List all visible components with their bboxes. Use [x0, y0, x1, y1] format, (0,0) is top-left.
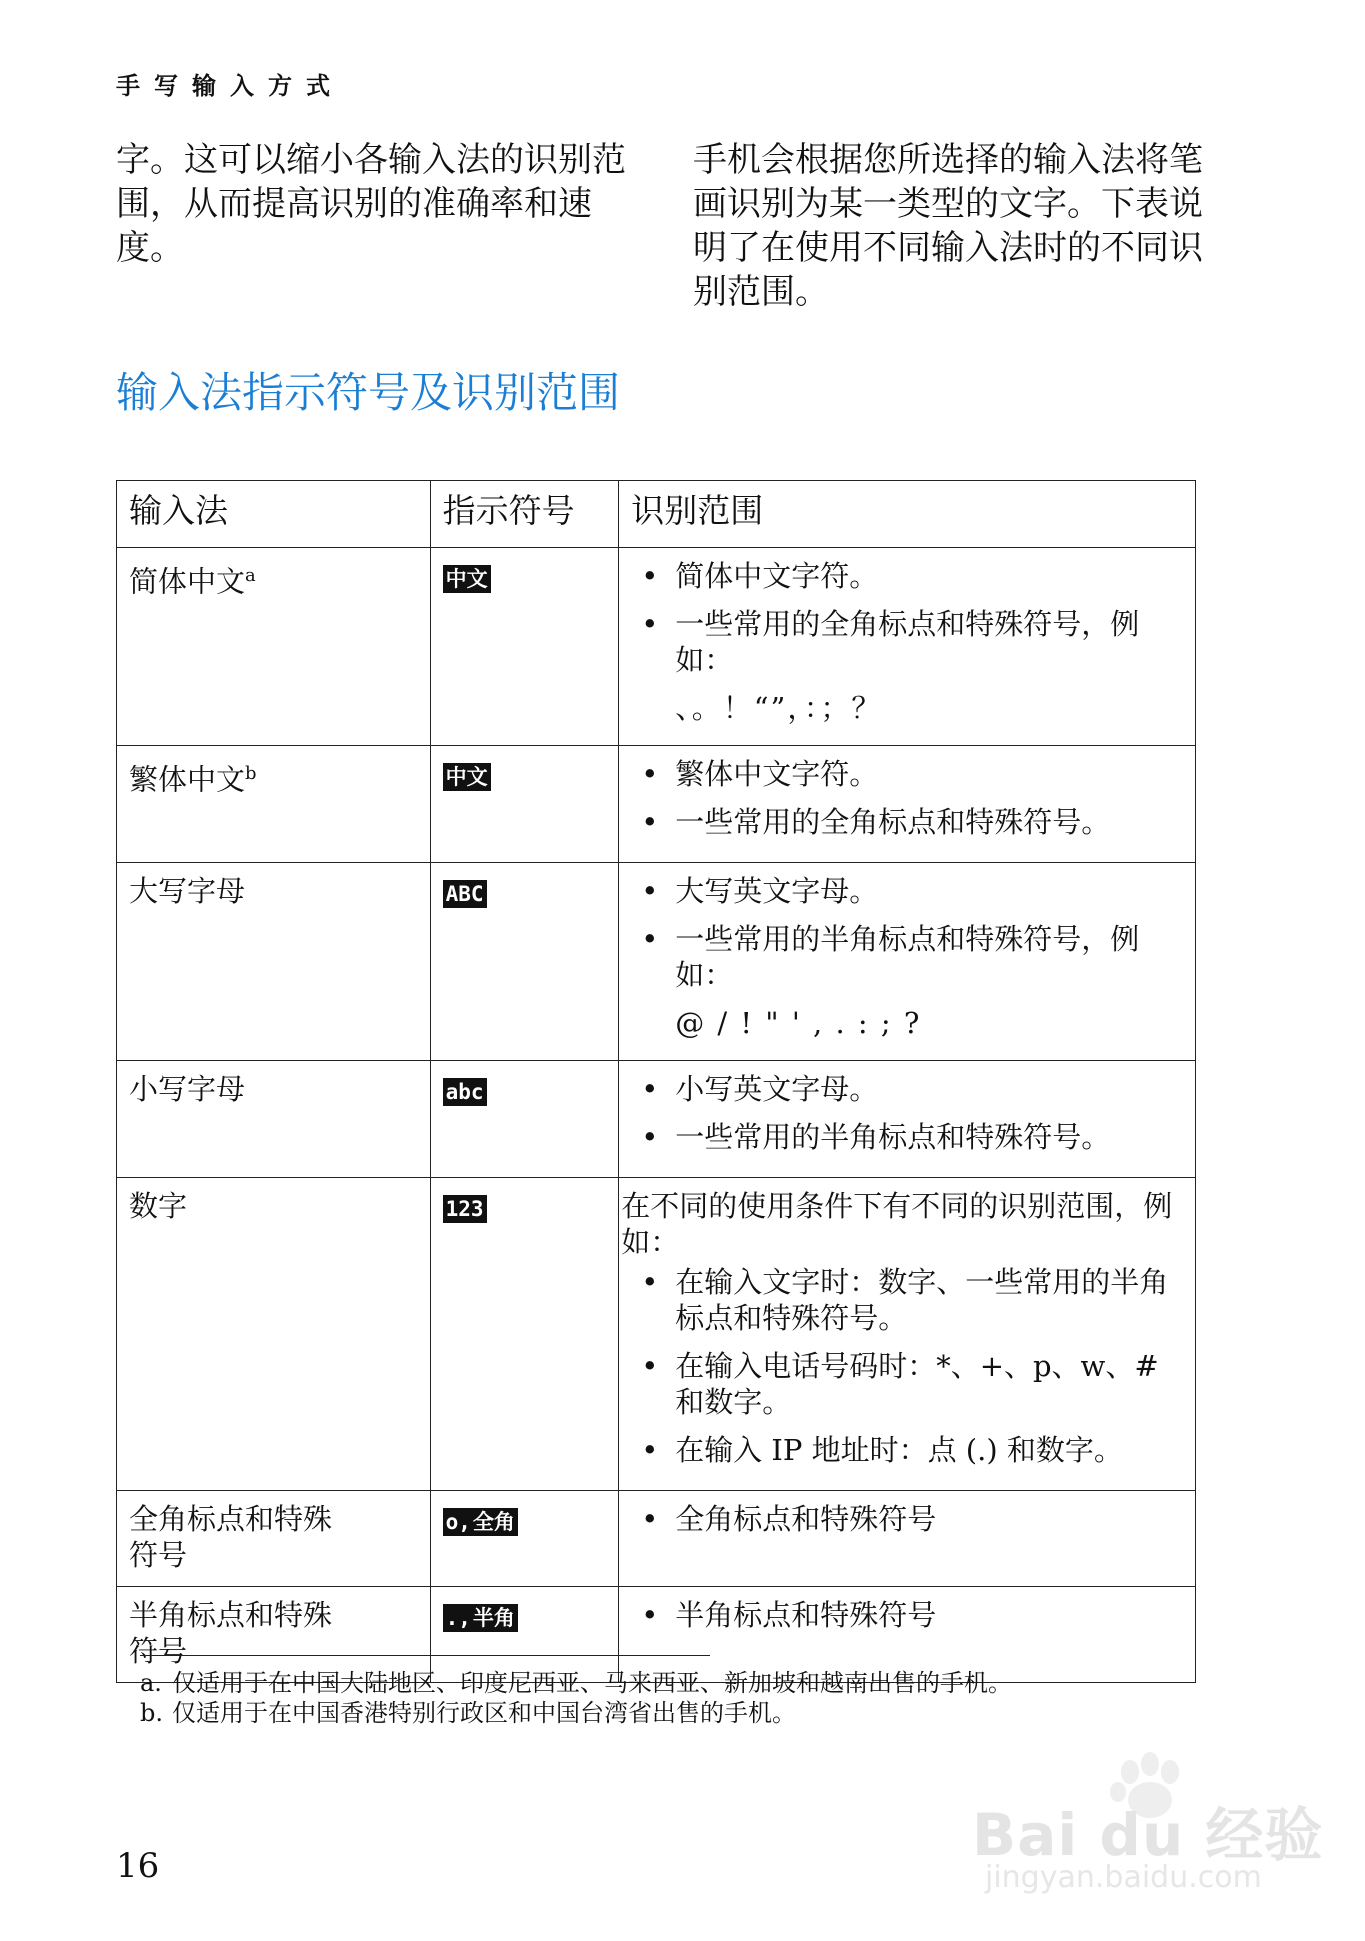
method-cell: 小写字母: [117, 1061, 431, 1178]
section-title: 输入法指示符号及识别范围: [116, 368, 621, 417]
table-row: [117, 1061, 1196, 1178]
range-cell: [619, 1178, 1196, 1491]
list-item: • 半角标点和特殊符号: [631, 1597, 1183, 1633]
list-item: • 小写英文字母。: [631, 1071, 1183, 1107]
method-cell: 半角标点和特殊符号: [117, 1587, 431, 1683]
list-item: • 全角标点和特殊符号: [631, 1501, 1183, 1537]
table-row: [117, 863, 1196, 1061]
range-cell: [619, 863, 1196, 1061]
indicator-cell: [430, 746, 619, 863]
method-cell: 数字: [117, 1178, 431, 1491]
page-number: 16: [116, 1846, 160, 1886]
header-recognition-range: 识别范围: [619, 481, 1196, 548]
watermark-url: jingyan.baidu.com: [985, 1860, 1262, 1895]
uppercase-indicator-icon: ABC: [443, 880, 487, 908]
indicator-cell: [430, 1061, 619, 1178]
table-row: [117, 1491, 1196, 1587]
full-width-punctuation-indicator-icon: o, 全角: [443, 1508, 518, 1536]
table-row: [117, 746, 1196, 863]
range-note: 在不同的使用条件下有不同的识别范围，例如：: [621, 1189, 1173, 1259]
input-method-table: [116, 480, 1196, 1683]
header-input-method: 输入法: [117, 481, 431, 548]
watermark-brand: Bai du 经验: [972, 1801, 1324, 1869]
list-item: • 在输入文字时：数字、一些常用的半角标点和特殊符号。: [631, 1264, 1183, 1336]
list-item: • 在输入电话号码时：*、+、p、w、# 和数字。: [631, 1348, 1183, 1420]
footnote-divider: [140, 1655, 710, 1656]
example-symbols: @ / ! " ' , . : ; ?: [675, 1006, 922, 1040]
indicator-cell: [430, 863, 619, 1061]
footnotes: [140, 1668, 1120, 1728]
table-header-row: [117, 481, 1196, 548]
half-width-punctuation-indicator-icon: ., 半角: [443, 1604, 518, 1632]
table-row: [117, 1178, 1196, 1491]
list-item: • 在输入 IP 地址时：点 (.) 和数字。: [631, 1432, 1183, 1468]
range-cell: [619, 746, 1196, 863]
example-symbols: 、。！“”，：；？: [675, 691, 883, 725]
list-item: • 简体中文字符。: [631, 558, 1183, 594]
range-cell: [619, 1491, 1196, 1587]
running-header: 手写输入方式: [116, 72, 344, 100]
range-cell: [619, 548, 1196, 746]
range-cell: [619, 1061, 1196, 1178]
list-item: • 一些常用的全角标点和特殊符号，例如：: [631, 606, 1183, 678]
method-cell: 大写字母: [117, 863, 431, 1061]
numeric-indicator-icon: 123: [443, 1195, 487, 1223]
header-indicator: 指示符号: [430, 481, 619, 548]
table-row: [117, 548, 1196, 746]
list-item: • 繁体中文字符。: [631, 756, 1183, 792]
footnote-b: b. 仅适用于在中国香港特别行政区和中国台湾省出售的手机。: [140, 1699, 796, 1727]
indicator-cell: [430, 548, 619, 746]
footnote-a: a. 仅适用于在中国大陆地区、印度尼西亚、马来西亚、新加坡和越南出售的手机。: [140, 1669, 1012, 1697]
method-cell: 全角标点和特殊符号: [117, 1491, 431, 1587]
indicator-cell: [430, 1491, 619, 1587]
intro-paragraph-left: 字。这可以缩小各输入法的识别范围，从而提高识别的准确率和速度。: [116, 140, 626, 268]
simplified-chinese-indicator-icon: 中文: [443, 565, 491, 593]
method-cell: 繁体中文$^b$: [117, 746, 431, 863]
list-item: • 大写英文字母。: [631, 873, 1183, 909]
list-item: • 一些常用的半角标点和特殊符号。: [631, 1119, 1183, 1155]
intro-paragraph-right: 手机会根据您所选择的输入法将笔画识别为某一类型的文字。下表说明了在使用不同输入法时的不同识别范围。: [693, 140, 1203, 312]
list-item: • 一些常用的半角标点和特殊符号，例如：: [631, 921, 1183, 993]
lowercase-indicator-icon: abc: [443, 1078, 487, 1106]
method-cell: 简体中文$^a$: [117, 548, 431, 746]
traditional-chinese-indicator-icon: 中文: [443, 763, 491, 791]
indicator-cell: [430, 1178, 619, 1491]
list-item: • 一些常用的全角标点和特殊符号。: [631, 804, 1183, 840]
